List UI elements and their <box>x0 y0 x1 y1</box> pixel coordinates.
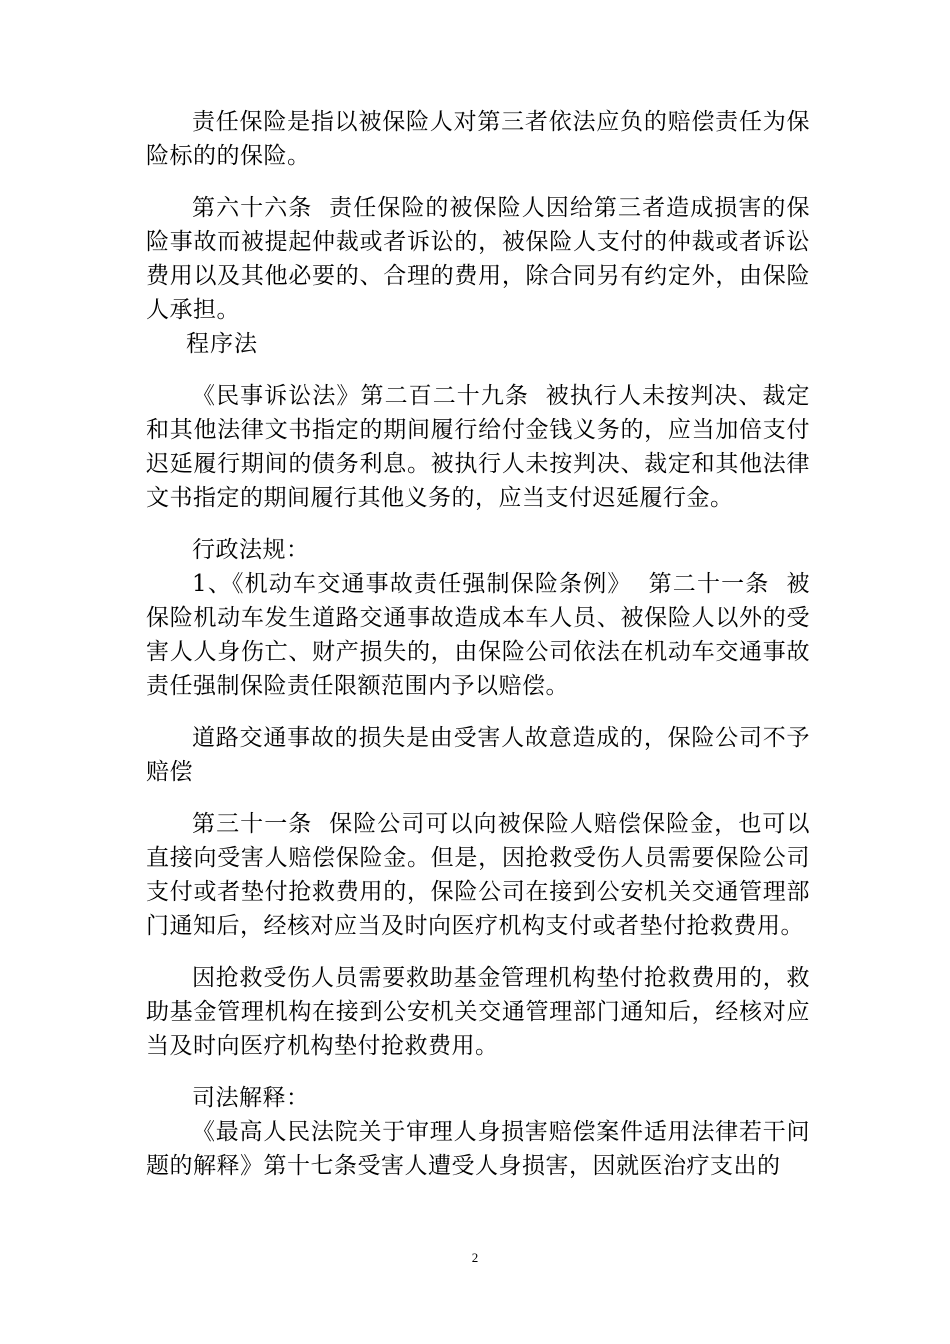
page-number: 2 <box>471 1250 479 1265</box>
paragraph-intentional-loss-exclusion: 道路交通事故的损失是由受害人故意造成的，保险公司不予赔偿 <box>146 725 810 785</box>
paragraph-compulsory-insurance-article-21: 1、《机动车交通事故责任强制保险条例》 第二十一条 被保险机动车发生道路交通事故造成本车人员、被保险人以外的受害人人身伤亡、财产损失的，由保险公司依法在机动车交通事故责任强制保险责任限额范围内予以赔偿。 <box>146 571 810 699</box>
paragraph-supreme-court-interpretation-article-17: 《最高人民法院关于审理人身损害赔偿案件适用法律若干问题的解释》第十七条受害人遭受人身损害，因就医治疗支出的 <box>146 1119 810 1179</box>
section-heading-administrative-regulations: 行政法规： <box>192 537 310 563</box>
paragraph-article-31: 第三十一条 保险公司可以向被保险人赔偿保险金，也可以直接向受害人赔偿保险金。但是，因抢救受伤人员需要保险公司支付或者垫付抢救费用的，保险公司在接到公安机关交通管理部门通知后，经核对应当及时向医疗机构支付或者垫付抢救费用。 <box>146 811 810 939</box>
paragraph-civil-procedure-article-229: 《民事诉讼法》第二百二十九条 被执行人未按判决、裁定和其他法律文书指定的期间履行给付金钱义务的，应当加倍支付迟延履行期间的债务利息。被执行人未按判决、裁定和其他法律文书指定的期间履行其他义务的，应当支付迟延履行金。 <box>146 383 810 511</box>
paragraph-relief-fund-advance: 因抢救受伤人员需要救助基金管理机构垫付抢救费用的，救助基金管理机构在接到公安机关交通管理部门通知后，经核对应当及时向医疗机构垫付抢救费用。 <box>146 965 810 1059</box>
document-body <box>146 105 810 1183</box>
paragraph-article-66: 第六十六条 责任保险的被保险人因给第三者造成损害的保险事故而被提起仲裁或者诉讼的，被保险人支付的仲裁或者诉讼费用以及其他必要的、合理的费用，除合同另有约定外，由保险人承担。 <box>146 195 810 323</box>
section-heading-procedural-law: 程序法 <box>186 331 258 357</box>
paragraph-liability-insurance-definition: 责任保险是指以被保险人对第三者依法应负的赔偿责任为保险标的的保险。 <box>146 109 810 169</box>
section-heading-judicial-interpretation: 司法解释： <box>192 1085 310 1111</box>
